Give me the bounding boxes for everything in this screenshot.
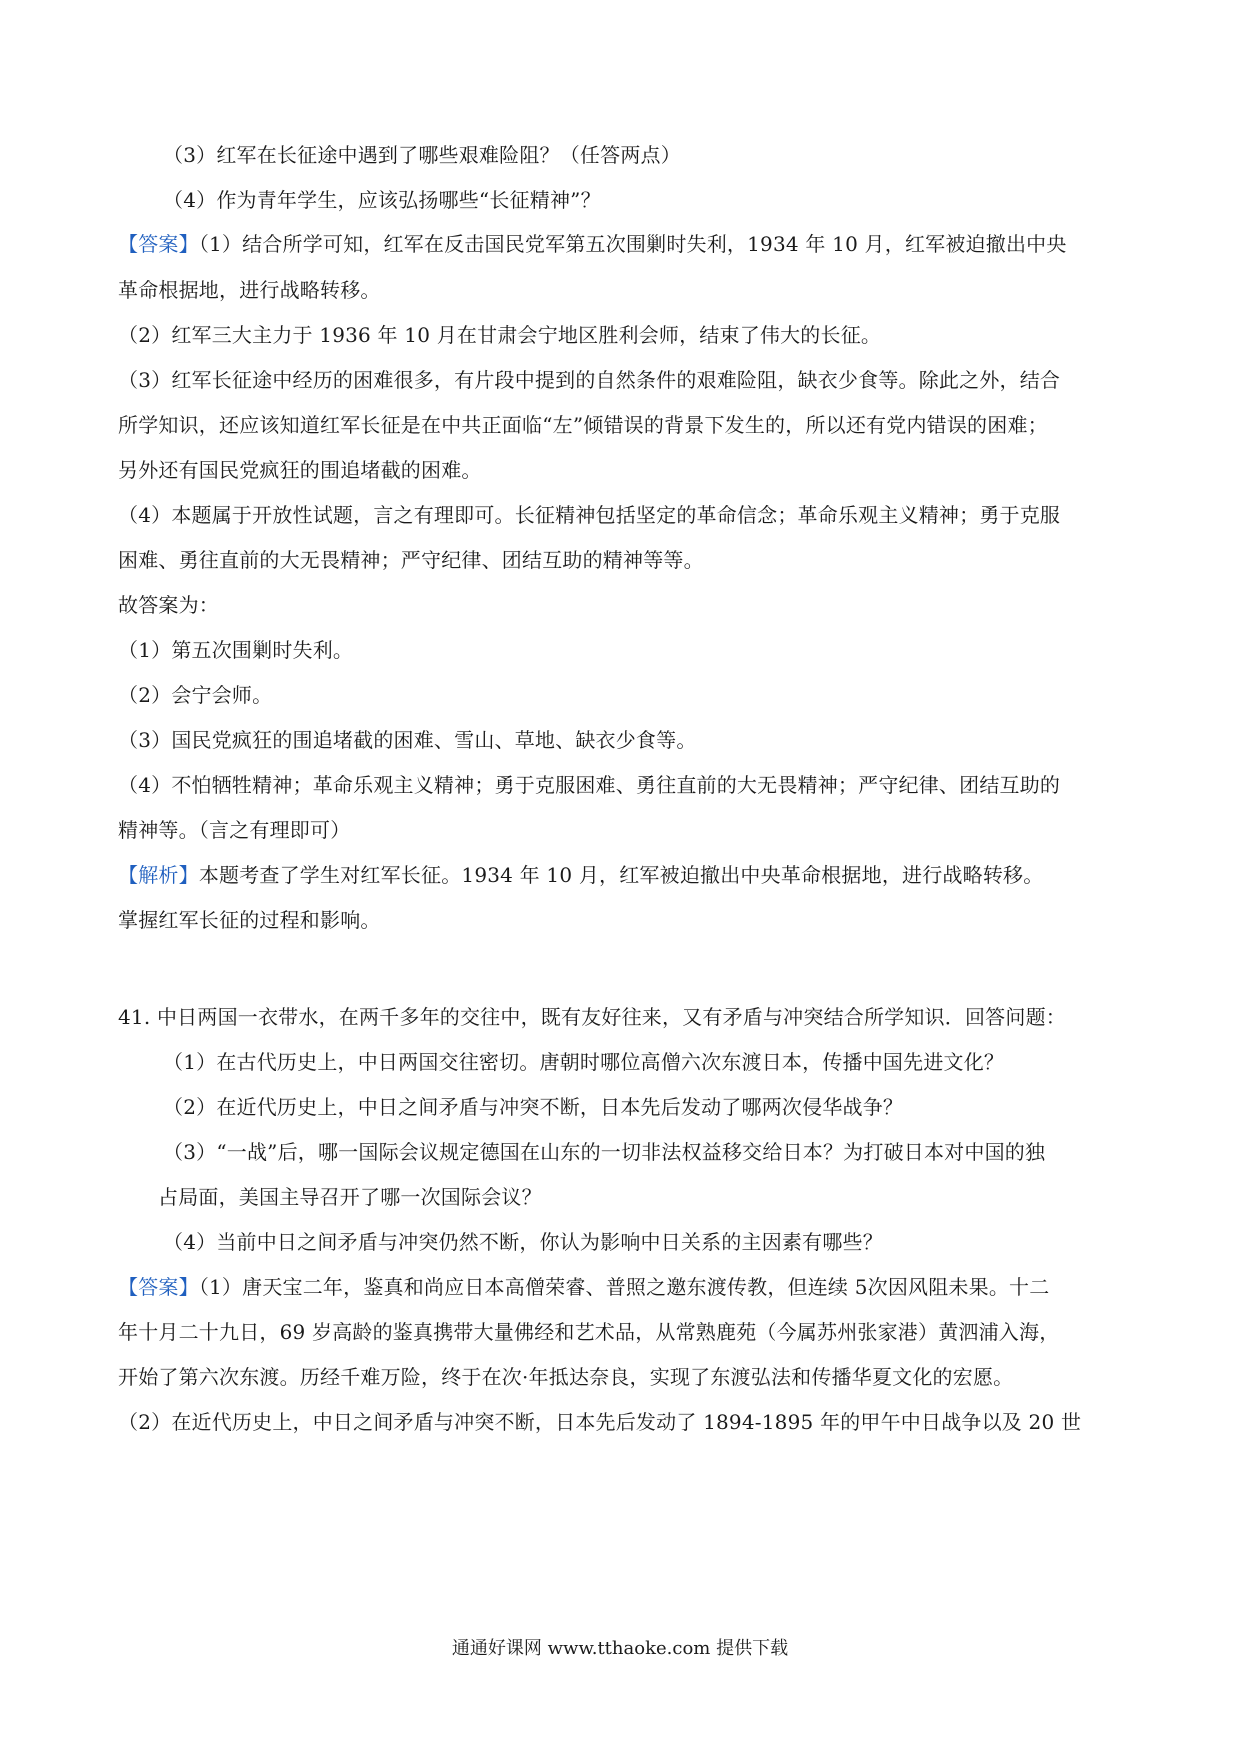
q41-ans1-c: 开始了第六次东渡。历经千难万险，终于在次·年抵达奈良，实现了东渡弘法和传播华夏文化的宏愿。: [118, 1365, 1014, 1389]
q41-stem: 41. 中日两国一衣带水，在两千多年的交往中，既有友好往来，又有矛盾与冲突结合所学知识．回答问题：: [118, 1005, 1066, 1029]
analysis-tag: 【解析】: [118, 863, 199, 887]
q41-sub2: （2）在近代历史上，中日之间矛盾与冲突不断，日本先后发动了哪两次侵华战争？: [163, 1095, 904, 1119]
q41-answer-line-1: [118, 1273, 1049, 1301]
q40-ans3-b: 所学知识，还应该知道红军长征是在中共正面临“左”倾错误的背景下发生的，所以还有党内错误的困难；: [118, 413, 1048, 437]
q40-analysis-a: 本题考查了学生对红军长征。1934 年 10 月，红军被迫撤出中央革命根据地，进行战略转移。: [198, 863, 1044, 887]
q41-sub1: （1）在古代历史上，中日两国交往密切。唐朝时哪位高僧六次东渡日本，传播中国先进文化？: [163, 1050, 1005, 1074]
q41-sub3-a: （3）“一战”后，哪一国际会议规定德国在山东的一切非法权益移交给日本？为打破日本对中国的独: [163, 1140, 1046, 1164]
q40-answer-line-1: [118, 230, 1067, 258]
q40-ans3-c: 另外还有国民党疯狂的围追堵截的困难。: [118, 458, 482, 482]
answer-tag: 【答案】: [118, 1275, 199, 1299]
q41-ans2-a: （2）在近代历史上，中日之间矛盾与冲突不断，日本先后发动了 1894-1895 年的甲午中日战争以及 20 世: [118, 1410, 1082, 1434]
q40-final2: （2）会宁会师。: [118, 683, 273, 707]
answer-tag: 【答案】: [118, 232, 199, 256]
q40-ans4-a: （4）本题属于开放性试题，言之有理即可。长征精神包括坚定的革命信念；革命乐观主义精神；勇于克服: [118, 503, 1061, 527]
q40-ans4-b: 困难、勇往直前的大无畏精神；严守纪律、团结互助的精神等等。: [118, 548, 704, 572]
q40-analysis-b: 掌握红军长征的过程和影响。: [118, 908, 381, 932]
q40-final3: （3）国民党疯狂的围追堵截的困难、雪山、草地、缺衣少食等。: [118, 728, 697, 752]
q40-final4-a: （4）不怕牺牲精神；革命乐观主义精神；勇于克服困难、勇往直前的大无畏精神；严守纪律、团结互助的: [118, 773, 1061, 797]
q40-sub3: （3）红军在长征途中遇到了哪些艰难险阻？（任答两点）: [163, 143, 681, 167]
q40-ans1-a: （1）结合所学可知，红军在反击国民党军第五次围剿时失利，1934 年 10 月，红军被迫撤出中央: [198, 232, 1067, 256]
q40-sub4: （4）作为青年学生，应该弘扬哪些“长征精神”？: [163, 188, 601, 212]
q40-analysis-line-1: [118, 861, 1043, 889]
q40-final4-b: 精神等。（言之有理即可）: [118, 818, 351, 842]
q41-ans1-b: 年十月二十九日，69 岁高龄的鉴真携带大量佛经和艺术品，从常熟鹿苑（今属苏州张家港）黄泗浦入海，: [118, 1320, 1060, 1344]
q41-sub3-b: 占局面，美国主导召开了哪一次国际会议？: [158, 1185, 542, 1209]
page-footer: 通通好课网 www.tthaoke.com 提供下载: [451, 1638, 789, 1659]
q40-ans1-b: 革命根据地，进行战略转移。: [118, 278, 381, 302]
q40-final1: （1）第五次围剿时失利。: [118, 638, 354, 662]
q41-sub4: （4）当前中日之间矛盾与冲突仍然不断，你认为影响中日关系的主因素有哪些？: [163, 1230, 883, 1254]
q41-ans1-a: （1）唐天宝二年，鉴真和尚应日本高僧荣睿、普照之邀东渡传教，但连续 5次因风阻未果。十二: [198, 1275, 1050, 1299]
q40-ans3-a: （3）红军长征途中经历的困难很多，有片段中提到的自然条件的艰难险阻，缺衣少食等。除此之外，结合: [118, 368, 1061, 392]
q40-final-intro: 故答案为：: [118, 593, 219, 617]
q40-ans2: （2）红军三大主力于 1936 年 10 月在甘肃会宁地区胜利会师，结束了伟大的长征。: [118, 323, 882, 347]
